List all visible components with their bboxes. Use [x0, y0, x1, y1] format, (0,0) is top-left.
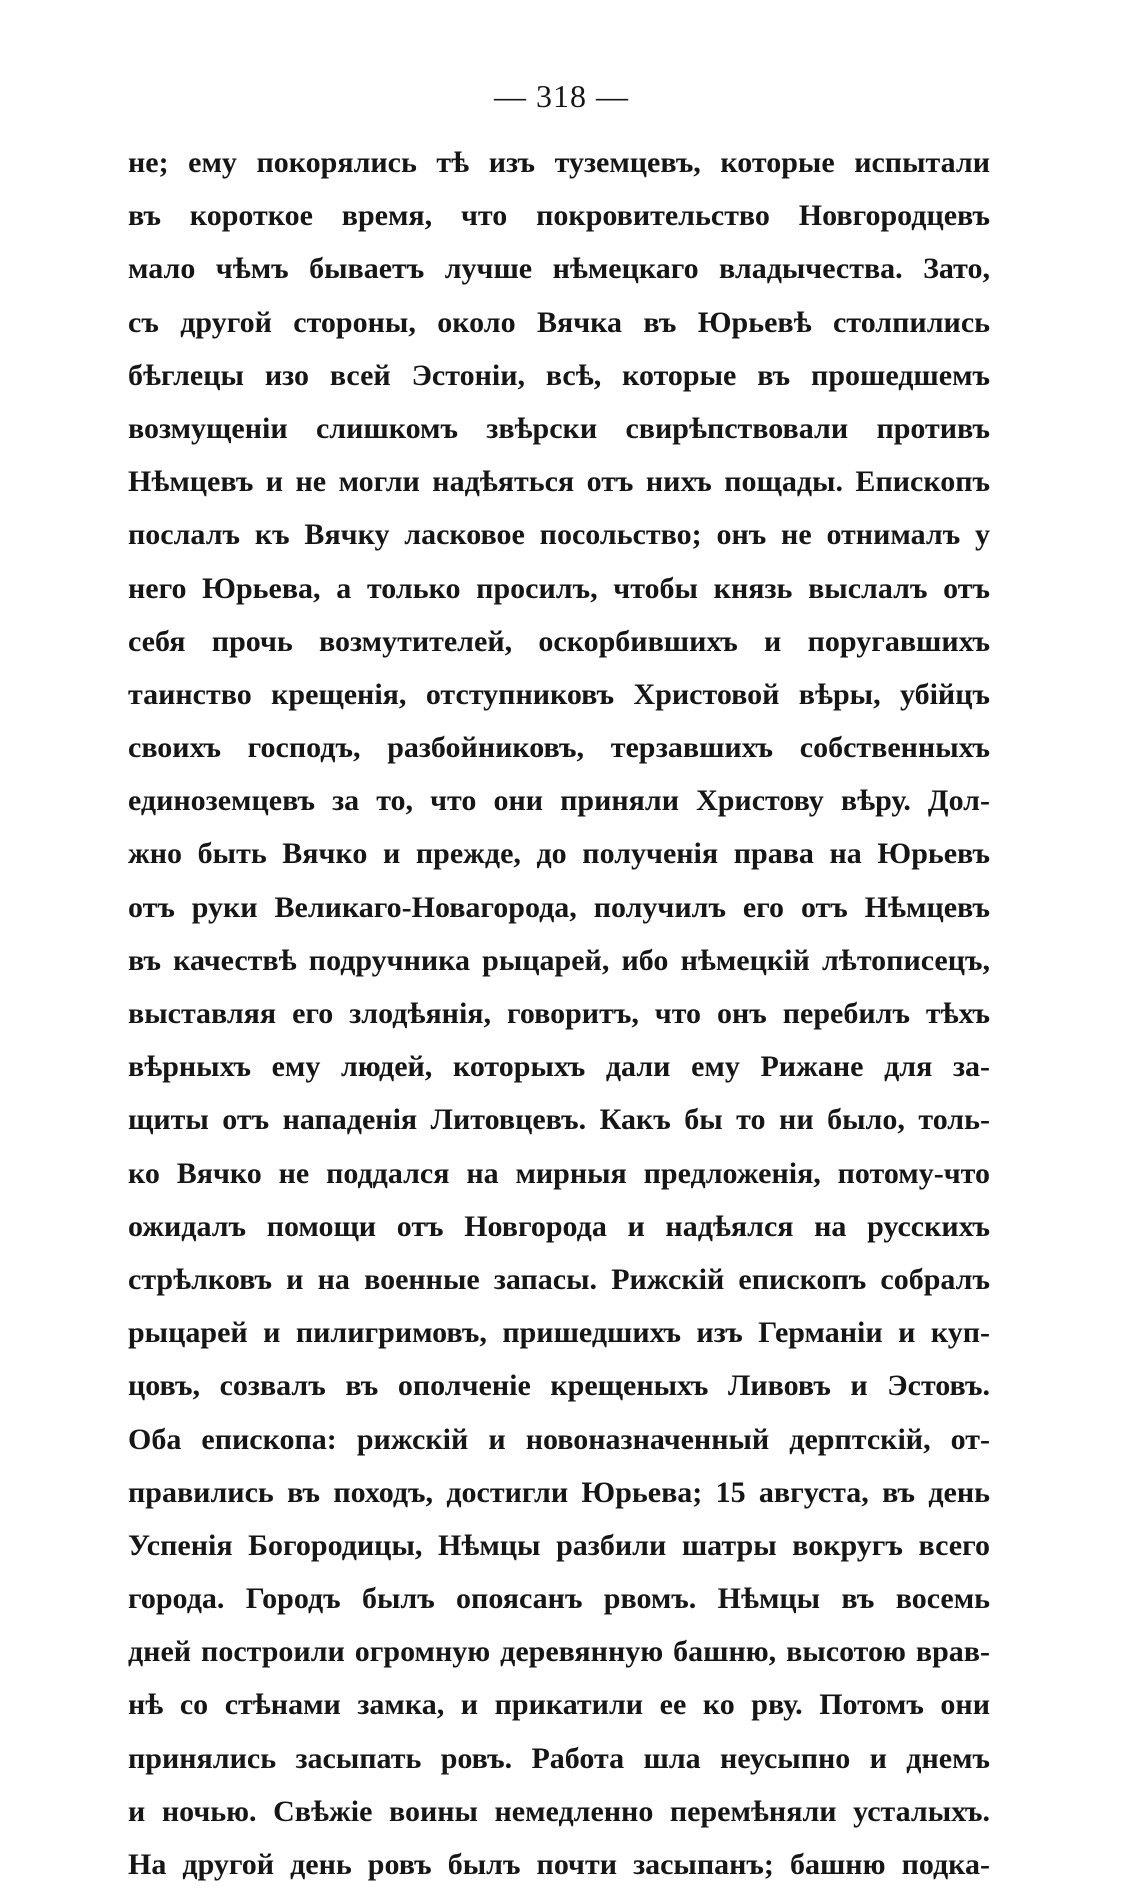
text-line: выставляя его злодѣянія, говоритъ, что онъ перебилъ тѣхъ	[128, 997, 990, 1030]
text-line: цовъ, созвалъ въ ополченіе крещеныхъ Ливовъ и Эстовъ.	[128, 1369, 990, 1403]
text-line: Нѣмцевъ и не могли надѣяться отъ нихъ пощады. Епископъ	[128, 465, 990, 499]
text-line: и ночью. Свѣжіе воины немедленно перемѣняли усталыхъ.	[128, 1794, 990, 1828]
text-line: щиты отъ нападенія Литовцевъ. Какъ бы то ни было, толь-	[128, 1103, 990, 1137]
text-line: бѣглецы изо всей Эстоніи, всѣ, которые въ прошедшемъ	[128, 358, 990, 392]
text-line: Оба епископа: рижскій и новоназначенный дерптскій, от-	[128, 1422, 990, 1456]
text-line: отъ руки Великаго-Новагорода, получилъ его отъ Нѣмцевъ	[128, 890, 990, 924]
text-line: своихъ господъ, разбойниковъ, терзавшихъ собственныхъ	[128, 731, 990, 765]
text-line: мало чѣмъ бываетъ лучше нѣмецкаго владычества. Зато,	[128, 252, 990, 286]
page-number: — 318 —	[494, 78, 629, 114]
text-line: жно быть Вячко и прежде, до полученія права на Юрьевъ	[128, 837, 990, 871]
text-line: таинство крещенія, отступниковъ Христовой вѣры, убійцъ	[128, 677, 990, 711]
text-line: правились въ походъ, достигли Юрьева; 15 августа, въ день	[128, 1475, 990, 1509]
text-line: съ другой стороны, около Вячка въ Юрьевѣ столпились	[128, 305, 990, 339]
text-line: рыцарей и пилигримовъ, пришедшихъ изъ Германіи и куп-	[128, 1316, 990, 1350]
text-line: въ короткое время, что покровительство Новгородцевъ	[128, 199, 990, 233]
text-line: ожидалъ помощи отъ Новгорода и надѣялся на русскихъ	[128, 1209, 990, 1243]
text-line: нѣ со стѣнами замка, и прикатили ее ко рву. Потомъ они	[128, 1688, 990, 1722]
text-body	[128, 136, 990, 1891]
text-line: себя прочь возмутителей, оскорбившихъ и поругавшихъ	[128, 624, 990, 658]
text-line: дней построили огромную деревянную башню, высотою врав-	[128, 1635, 990, 1669]
text-line: стрѣлковъ и на военные запасы. Рижскій епископъ собралъ	[128, 1262, 990, 1296]
text-line: него Юрьева, а только просилъ, чтобы князь выслалъ отъ	[128, 571, 990, 605]
text-line: принялись засыпать ровъ. Работа шла неусыпно и днемъ	[128, 1741, 990, 1775]
text-line: не; ему покорялись тѣ изъ туземцевъ, которые испытали	[128, 146, 990, 179]
text-line: вѣрныхъ ему людей, которыхъ дали ему Рижане для за-	[128, 1050, 990, 1084]
text-line: послалъ къ Вячку ласковое посольство; онъ не отнималъ у	[128, 518, 990, 552]
text-line: ко Вячко не поддался на мирныя предложенія, потому-что	[128, 1156, 990, 1190]
text-line: единоземцевъ за то, что они приняли Христову вѣру. Дол-	[128, 784, 990, 818]
text-line: возмущеніи слишкомъ звѣрски свирѣпствовали противъ	[128, 411, 990, 445]
text-line: города. Городъ былъ опоясанъ рвомъ. Нѣмцы въ восемь	[128, 1582, 990, 1616]
text-line: Успенія Богородицы, Нѣмцы разбили шатры вокругъ всего	[128, 1528, 990, 1562]
text-line: На другой день ровъ былъ почти засыпанъ; башню подка-	[128, 1848, 990, 1881]
text-line: въ качествѣ подручника рыцарей, ибо нѣмецкій лѣтописецъ,	[128, 943, 990, 977]
